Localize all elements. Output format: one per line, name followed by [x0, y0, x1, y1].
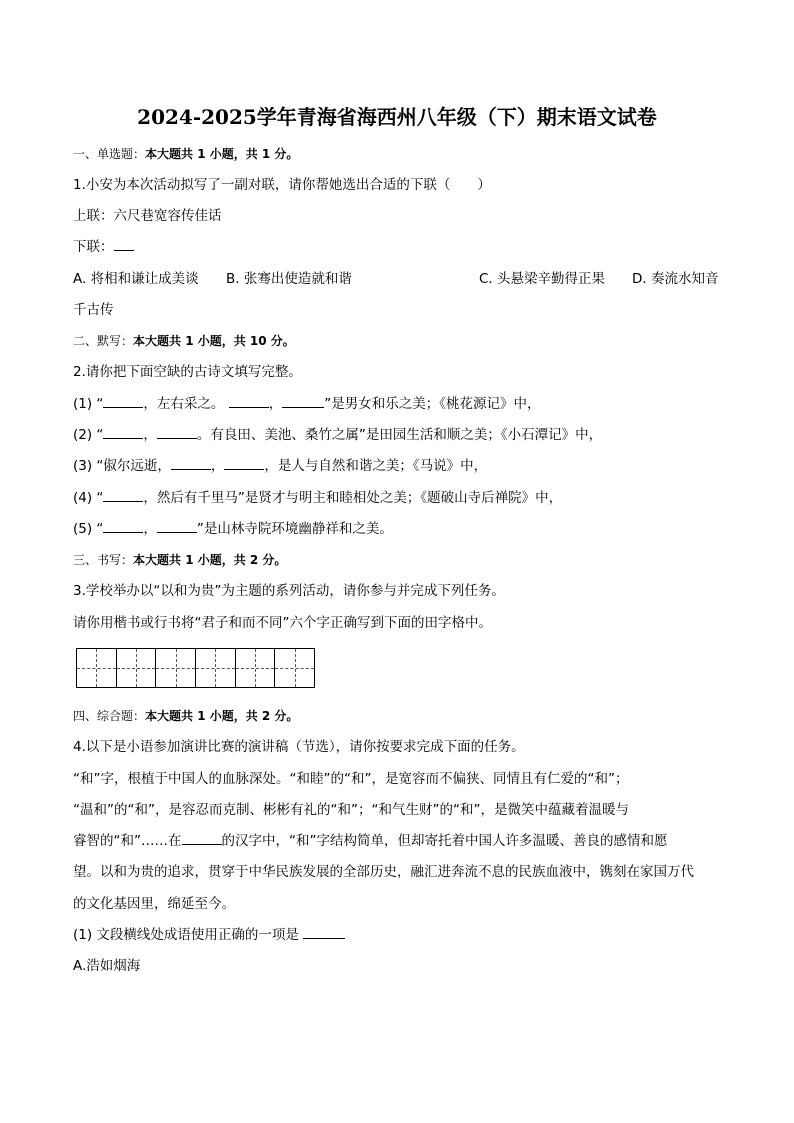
page-title: 2024-2025学年青海省海西州八年级（下）期末语文试卷: [137, 105, 657, 129]
section-4-desc: 本大题共 1 小题，共 2 分。: [145, 709, 299, 723]
answer-blank[interactable]: [103, 395, 143, 408]
section-3-heading: [73, 551, 286, 569]
item-text: ，是人与自然和谐之美；《马说》中，: [264, 458, 488, 474]
section-1-desc: 本大题共 1 小题，共 1 分。: [145, 147, 299, 161]
tianzige-cell[interactable]: [196, 649, 236, 687]
section-2-desc: 本大题共 1 小题，共 10 分。: [133, 334, 295, 348]
answer-blank[interactable]: [114, 238, 134, 251]
tianzige-cell[interactable]: [117, 649, 157, 687]
answer-blank[interactable]: [103, 489, 143, 502]
answer-blank[interactable]: [103, 520, 143, 533]
q4-passage-line-4: 望。以和为贵的追求，贯穿于中华民族发展的全部历史，融汇进奔流不息的民族血液中，镌刻在家国万代: [73, 864, 694, 880]
answer-blank[interactable]: [157, 520, 197, 533]
item-number: (4) “: [73, 490, 104, 506]
answer-blank[interactable]: [171, 457, 211, 470]
q1-option-b[interactable]: B. 张骞出使造就和谐: [226, 271, 352, 287]
item-text: ，然后有千里马”是贤才与明主和睦相处之美；《题破山寺后禅院》中，: [143, 490, 563, 506]
q4-stem: 4.以下是小语参加演讲比赛的演讲稿（节选），请你按要求完成下面的任务。: [73, 739, 525, 755]
q1-upper-couplet: 上联：六尺巷宽容传佳话: [73, 208, 222, 224]
answer-blank[interactable]: [182, 832, 222, 845]
sub-question-text: (1) 文段横线处成语使用正确的一项是: [73, 927, 304, 943]
answer-blank[interactable]: [157, 426, 197, 439]
item-text: ，: [210, 458, 225, 474]
item-text: ”是男女和乐之美；《桃花源记》中，: [324, 396, 541, 412]
q1-stem: 1.小安为本次活动拟写了一副对联，请你帮她选出合适的下联（ ）: [73, 177, 491, 193]
q2-stem: 2.请你把下面空缺的古诗文填写完整。: [73, 364, 302, 380]
tianzige-cell[interactable]: [236, 649, 276, 687]
q2-item-1: [73, 395, 540, 413]
q4-sub-question-1: [73, 926, 345, 944]
item-text: ，: [143, 521, 157, 537]
item-number: (3) “俶尔远逝，: [73, 458, 171, 474]
item-number: (1) “: [73, 396, 104, 412]
q2-item-3: [73, 457, 487, 475]
q1-option-d[interactable]: D. 奏流水知音: [632, 271, 719, 287]
tianzige-cell[interactable]: [275, 649, 314, 687]
passage-text: 睿智的“和”……在: [73, 833, 182, 849]
item-number: (2) “: [73, 427, 104, 443]
q2-item-2: [73, 426, 602, 444]
q1-option-c[interactable]: C. 头悬梁辛勤得正果: [479, 271, 606, 287]
section-2-heading: [73, 332, 295, 350]
item-text: ，: [143, 427, 157, 443]
answer-blank[interactable]: [224, 457, 264, 470]
section-3-desc: 本大题共 1 小题，共 2 分。: [133, 553, 287, 567]
q1-lower-couplet: [73, 238, 134, 256]
item-text: ，左右采之。: [143, 396, 225, 412]
tianzige-cell[interactable]: [77, 649, 117, 687]
q3-stem: 3.学校举办以“以和为贵”为主题的系列活动，请你参与并完成下列任务。: [73, 583, 505, 599]
section-4-prefix: 四、综合题：: [73, 709, 146, 723]
item-text: ，: [268, 396, 283, 412]
q4-passage-line-5: 的文化基因里，绵延至今。: [73, 896, 235, 912]
item-text: ”是山林寺院环境幽静祥和之美。: [196, 521, 393, 537]
passage-text: 的汉字中，“和”字结构简单，但却寄托着中国人许多温暖、善良的感情和愿: [221, 833, 668, 849]
q4-passage-line-2: “温和”的“和”，是容忍而克制、彬彬有礼的“和”；“和气生财”的“和”，是微笑中蕴藏着温暖与: [73, 802, 629, 818]
answer-blank[interactable]: [103, 426, 143, 439]
answer-blank[interactable]: [229, 395, 269, 408]
q4-passage-line-3: [73, 832, 668, 850]
tianzige-cell[interactable]: [156, 649, 196, 687]
section-1-heading: [73, 145, 298, 163]
q4-option-a[interactable]: A.浩如烟海: [73, 958, 141, 974]
answer-blank[interactable]: [282, 395, 324, 408]
section-1-prefix: 一、单选题：: [73, 147, 146, 161]
q1-lower-label: 下联：: [73, 239, 114, 255]
section-2-prefix: 二、默写：: [73, 334, 134, 348]
q1-option-a[interactable]: A. 将相和谦让成美谈: [73, 271, 199, 287]
tianzige-grid[interactable]: [76, 648, 315, 688]
section-3-prefix: 三、书写：: [73, 553, 134, 567]
q1-option-d-continued: 千古传: [73, 302, 114, 318]
item-text: 。有良田、美池、桑竹之属”是田园生活和顺之美；《小石潭记》中，: [196, 427, 603, 443]
q3-task: 请你用楷书或行书将“君子和而不同”六个字正确写到下面的田字格中。: [73, 615, 492, 631]
q2-item-5: [73, 520, 393, 538]
section-4-heading: [73, 707, 298, 725]
answer-blank[interactable]: [303, 926, 345, 939]
q4-passage-line-1: “和”字，根植于中国人的血脉深处。“和睦”的“和”，是宽容而不偏狭、同情且有仁爱的“和”；: [73, 771, 629, 787]
q2-item-4: [73, 489, 562, 507]
item-number: (5) “: [73, 521, 104, 537]
